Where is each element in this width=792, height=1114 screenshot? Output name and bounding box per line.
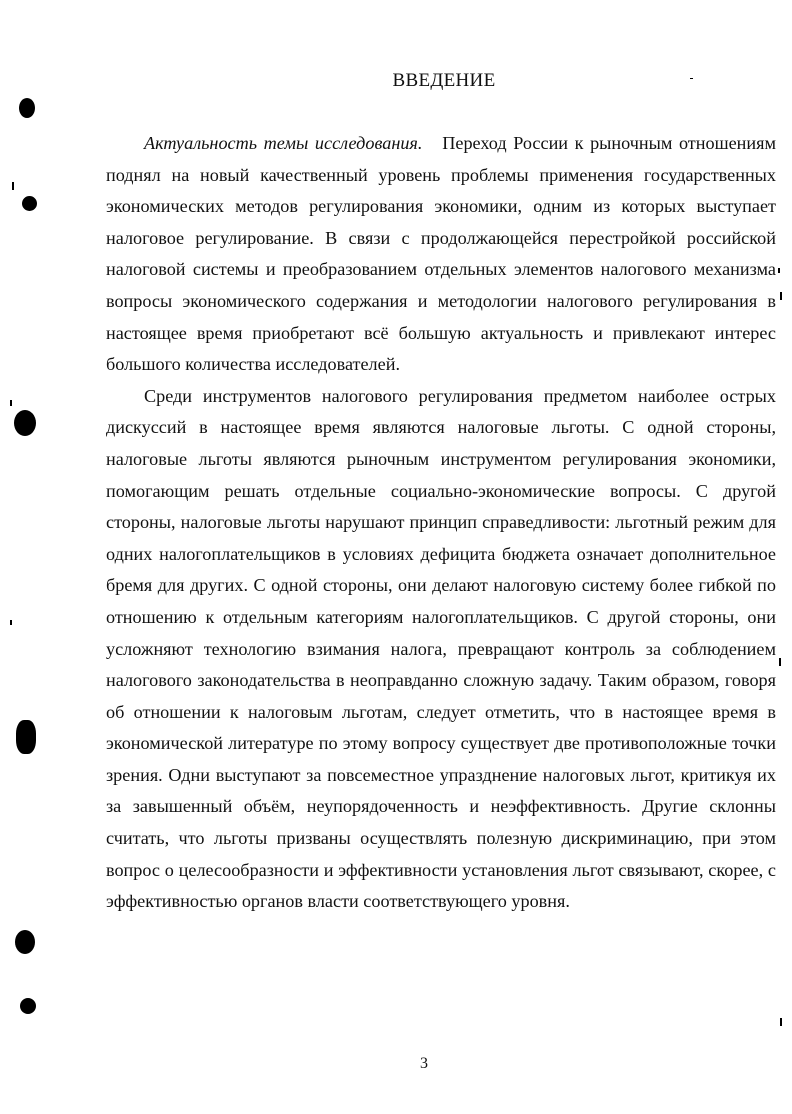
scan-speck [778, 268, 780, 273]
binder-hole-mark [22, 196, 37, 211]
body-text [106, 128, 776, 918]
scan-speck [780, 292, 782, 300]
page-number: 3 [420, 1055, 428, 1072]
binder-hole-mark [15, 930, 35, 954]
scan-speck [10, 400, 12, 406]
scan-speck [780, 1018, 782, 1026]
paragraph-text: Переход России к рыночным отношениям поднял на новый качественный уровень проблемы применения государственных экономических методов регулирования экономики, одним из которых выступает налоговое регулирование. В связи с продолжающейся перестройкой российской налоговой системы и преобразованием отдельных элементов налогового механизма вопросы экономического содержания и методологии налогового регулирования в настоящее время приобретают всё большую актуальность и привлекают интерес большого количества исследователей. [106, 133, 776, 375]
scan-speck [12, 182, 14, 190]
paragraph-relevance [106, 128, 776, 381]
page-title: ВВЕДЕНИЕ [392, 70, 496, 91]
scan-speck [779, 658, 781, 666]
paragraph-text: Среди инструментов налогового регулирования предметом наиболее острых дискуссий в настоящее время являются налоговые льготы. С одной стороны, налоговые льготы являются рыночным инструментом регулирования экономики, помогающим решать отдельные социально-экономические вопросы. С другой стороны, налоговые льготы нарушают принцип справедливости: льготный режим для одних налогоплательщиков в условиях дефицита бюджета означает дополнительное бремя для других. С одной стороны, они делают налоговую систему более гибкой по отношению к отдельным категориям налогоплательщиков. С другой стороны, они усложняют технологию взимания налога, превращают контроль за соблюдением налогового законодательства в неоправданно сложную задачу. Таким образом, говоря об отношении к налоговым льготам, следует отметить, что в настоящее время в экономической литературе по этому вопросу существует две противоположные точки зрения. Одни выступают за повсеместное упразднение налоговых льгот, критикуя их за завышенный объём, неупорядоченность и неэффективность. Другие склонны считать, что льготы призваны осуществлять полезную дискриминацию, при этом вопрос о целесообразности и эффективности установления льгот связывают, скорее, с эффективностью органов власти соответствующего уровня. [106, 385, 776, 912]
binder-hole-mark [19, 98, 35, 118]
binder-hole-mark [20, 998, 36, 1014]
binder-hole-mark [16, 720, 36, 754]
scan-speck [10, 620, 12, 625]
binder-hole-mark [14, 410, 36, 436]
paragraph-tax-benefits [106, 381, 776, 918]
paragraph-lead: Актуальность темы исследования. [144, 133, 423, 153]
